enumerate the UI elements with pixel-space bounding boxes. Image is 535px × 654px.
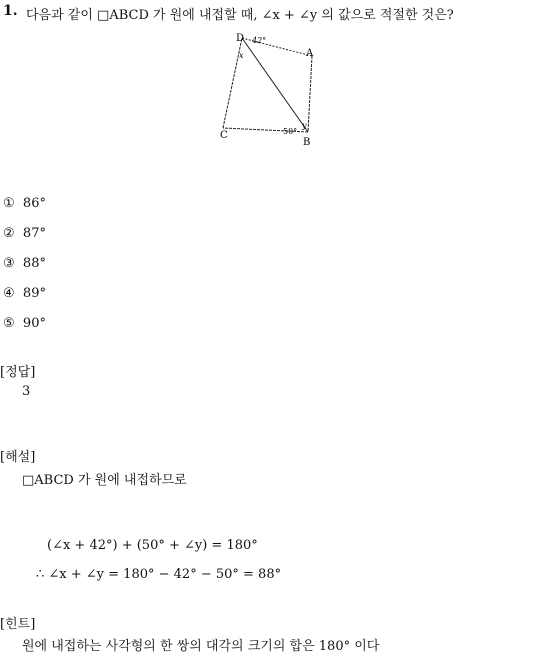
choice-1-value: 86° (22, 196, 46, 211)
question-text: 다음과 같이 □ABCD 가 원에 내접할 때, ∠x + ∠y 의 값으로 적절한 것은? (26, 8, 454, 23)
hint-heading: [힌트] (0, 617, 36, 632)
label-b: B (303, 137, 311, 148)
choice-4-value: 89° (22, 286, 46, 301)
question-number: 1. (3, 3, 18, 19)
choice-3-value: 88° (22, 256, 46, 271)
answer-heading: [정답] (0, 365, 36, 380)
label-d: D (236, 33, 245, 44)
choice-5[interactable] (3, 316, 46, 331)
choice-5-value: 90° (22, 316, 46, 331)
choice-4-mark: ④ (3, 286, 15, 301)
choice-5-mark: ⑤ (3, 316, 15, 331)
angle-x-label: x (239, 51, 244, 60)
choice-2-mark: ② (3, 226, 15, 241)
hint-text: 원에 내접하는 사각형의 한 쌍의 대각의 크기의 합은 180° 이다 (22, 639, 380, 654)
choice-4[interactable] (3, 286, 46, 301)
explanation-line: □ABCD 가 원에 내접하므로 (22, 473, 187, 488)
choice-3-mark: ③ (3, 256, 15, 271)
explanation-equation-1: (∠x + 42°) + (50° + ∠y) = 180° (47, 538, 258, 553)
angle-50-label: 50° (283, 127, 298, 136)
angle-y-label: y (302, 121, 307, 130)
label-c: C (220, 130, 228, 141)
quadrilateral-figure (210, 28, 325, 153)
edge-ab (308, 56, 312, 132)
choice-2[interactable] (3, 226, 46, 241)
choice-1[interactable] (3, 196, 46, 211)
explanation-heading: [해설] (0, 450, 36, 465)
angle-42-label: 42° (252, 36, 267, 45)
answer-value: 3 (22, 384, 31, 399)
explanation-equation-2: ∴ ∠x + ∠y = 180° − 42° − 50° = 88° (36, 567, 282, 582)
choice-3[interactable] (3, 256, 46, 271)
label-a: A (306, 48, 314, 59)
choice-1-mark: ① (3, 196, 15, 211)
choice-2-value: 87° (22, 226, 46, 241)
